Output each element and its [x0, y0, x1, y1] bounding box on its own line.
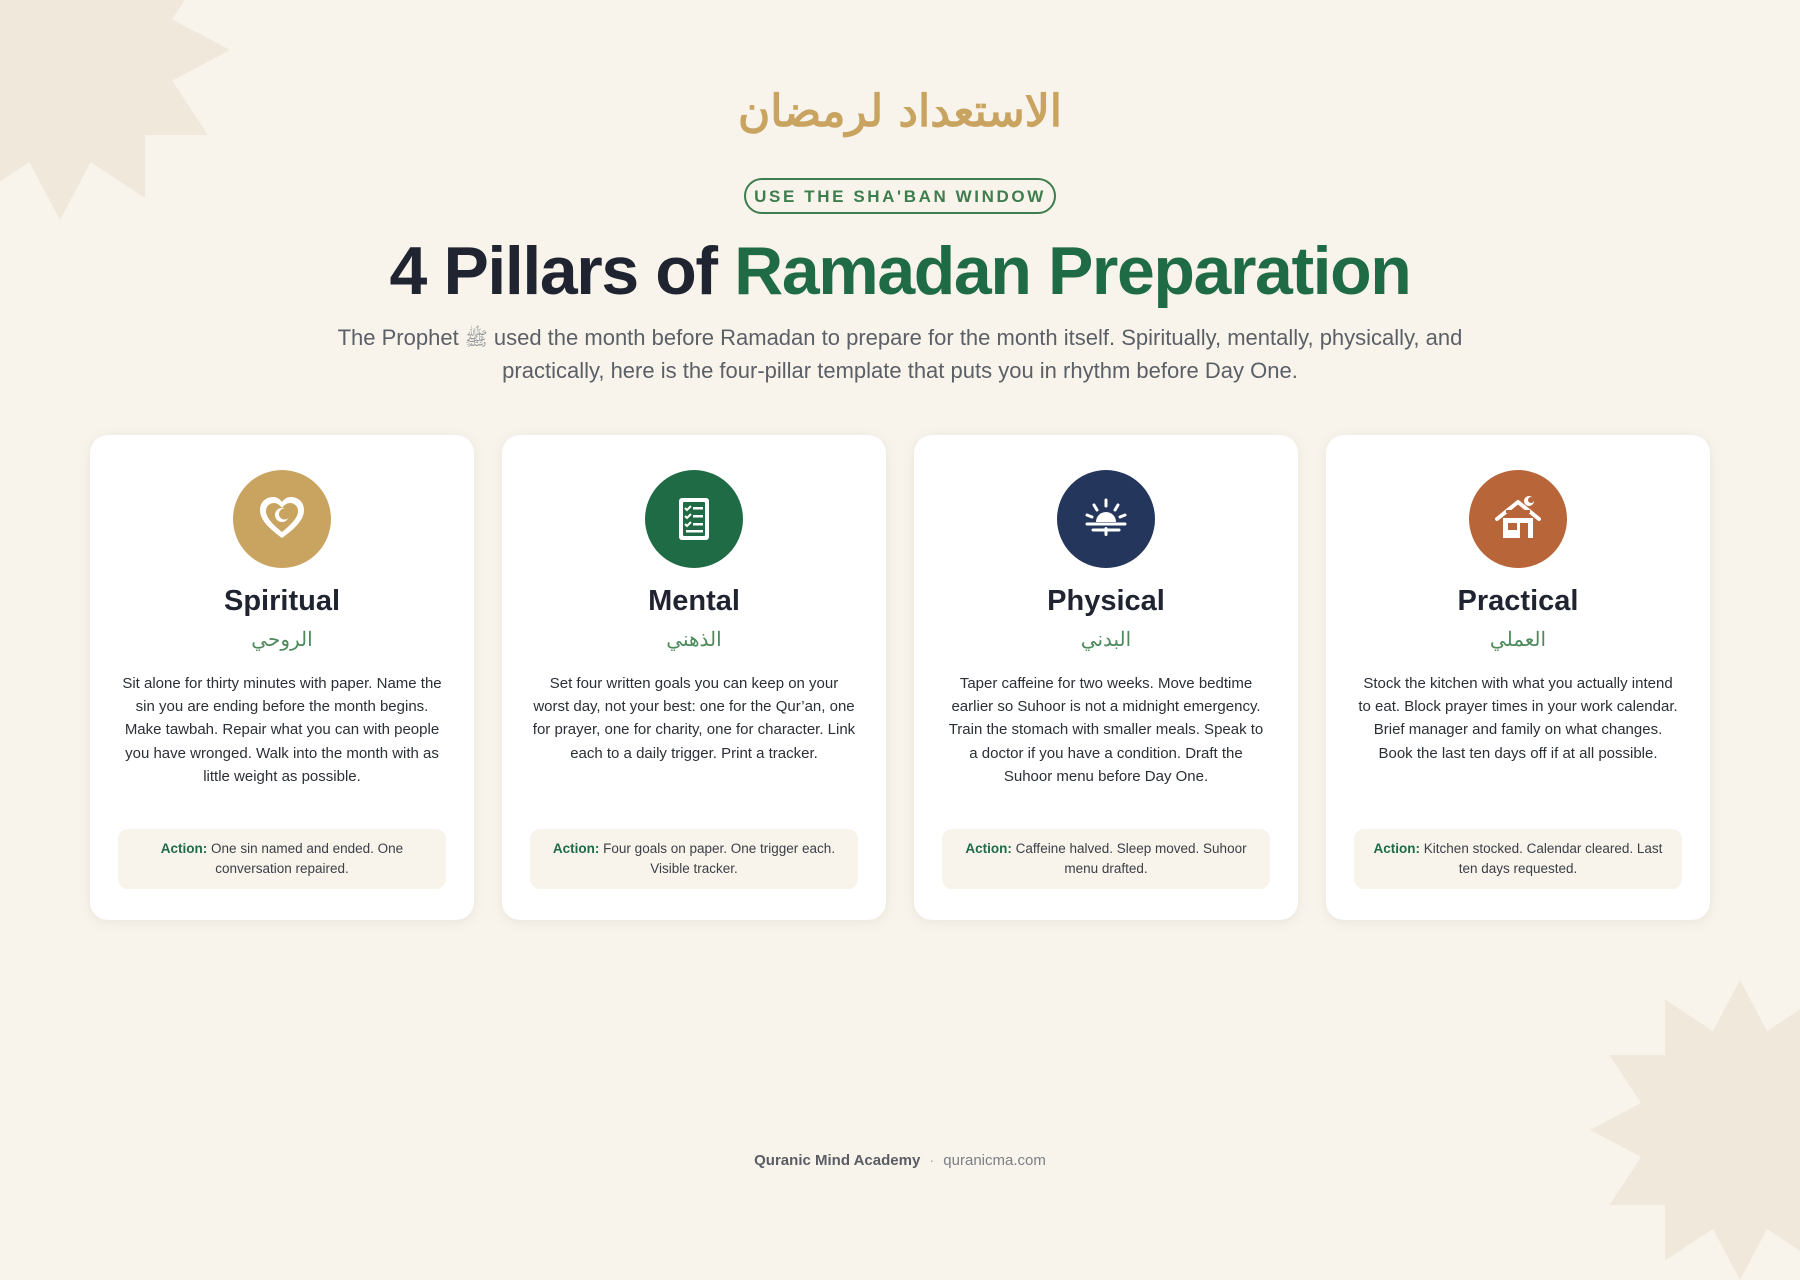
action-text: Caffeine halved. Sleep moved. Suhoor menu drafted.: [1011, 841, 1247, 876]
footer-separator: ·: [929, 1152, 935, 1169]
sunrise-icon: [1079, 492, 1133, 546]
card-action-box: [942, 829, 1270, 889]
card-action-box: [530, 829, 858, 889]
action-label: Action:: [160, 841, 208, 856]
card-action-box: [118, 829, 446, 889]
card-title: Practical: [1457, 585, 1579, 617]
action-label: Action:: [1373, 841, 1421, 856]
practical-icon-badge: [1469, 470, 1567, 568]
footer-url[interactable]: quranicma.com: [943, 1152, 1046, 1169]
pillar-card-mental: [502, 435, 886, 920]
tagline-pill: USE THE SHA'BAN WINDOW: [744, 178, 1056, 214]
heart-icon: [255, 492, 309, 546]
card-description: Set four written goals you can keep on your worst day, not your best: one for the Qur’an, one for prayer, one for charity, one for character. Link each to a daily trigger. Print a tracker.: [532, 675, 856, 762]
physical-icon-badge: [1057, 470, 1155, 568]
decorative-star-bottom-right: [1590, 980, 1800, 1280]
card-description: Stock the kitchen with what you actually intend to eat. Block prayer times in your work calendar. Brief manager and family on what changes. Book the last ten days off if at all possible.: [1358, 675, 1678, 762]
mental-icon-badge: [645, 470, 743, 568]
card-title: Spiritual: [223, 585, 340, 617]
card-action-box: [1354, 829, 1682, 889]
card-arabic-title: العملي: [1489, 627, 1547, 651]
home-icon: [1491, 492, 1545, 546]
subtitle-text-start: The Prophet: [337, 325, 465, 350]
card-arabic-title: الذهني: [666, 627, 722, 651]
card-description: Taper caffeine for two weeks. Move bedtime earlier so Suhoor is not a midnight emergency. Train the stomach with smaller meals. Speak to a doctor if you have a condition. Draft the Suhoor menu before Day One.: [948, 675, 1264, 785]
action-label: Action:: [965, 841, 1012, 856]
action-text: Kitchen stocked. Calendar cleared. Last ten days requested.: [1420, 841, 1663, 876]
action-text: Four goals on paper. One trigger each. Visible tracker.: [599, 841, 836, 876]
pillar-card-spiritual: [90, 435, 474, 920]
subtitle-text-end: used the month before Ramadan to prepare for the month itself. Spiritually, mentally, physically, and practically, here is the four-pillar template that puts you in rhythm before Day One.: [487, 325, 1463, 383]
card-title: Physical: [1047, 585, 1165, 617]
checklist-icon: [667, 492, 721, 546]
footer: [0, 1152, 1800, 1169]
pillar-card-physical: [914, 435, 1298, 920]
arabic-title: الاستعداد لرمضان: [737, 86, 1063, 137]
spiritual-icon-badge: [233, 470, 331, 568]
action-text: One sin named and ended. One conversation repaired.: [207, 841, 404, 876]
footer-brand: Quranic Mind Academy: [754, 1152, 921, 1169]
action-label: Action:: [552, 841, 600, 856]
page-title-accent: Ramadan Preparation: [734, 233, 1411, 309]
page-subtitle: [300, 322, 1500, 386]
card-description: Sit alone for thirty minutes with paper. Name the sin you are ending before the month begins. Make tawbah. Repair what you can with people you have wronged. Walk into the month with as little weight as possible.: [122, 675, 442, 785]
honorific-glyph: ﷺ: [464, 328, 488, 350]
card-arabic-title: الروحي: [251, 627, 313, 651]
page-title-main: 4 Pillars of: [389, 233, 735, 309]
card-title: Mental: [648, 585, 740, 617]
page-title: [0, 232, 1800, 310]
pillar-card-practical: [1326, 435, 1710, 920]
card-arabic-title: البدني: [1080, 627, 1132, 651]
